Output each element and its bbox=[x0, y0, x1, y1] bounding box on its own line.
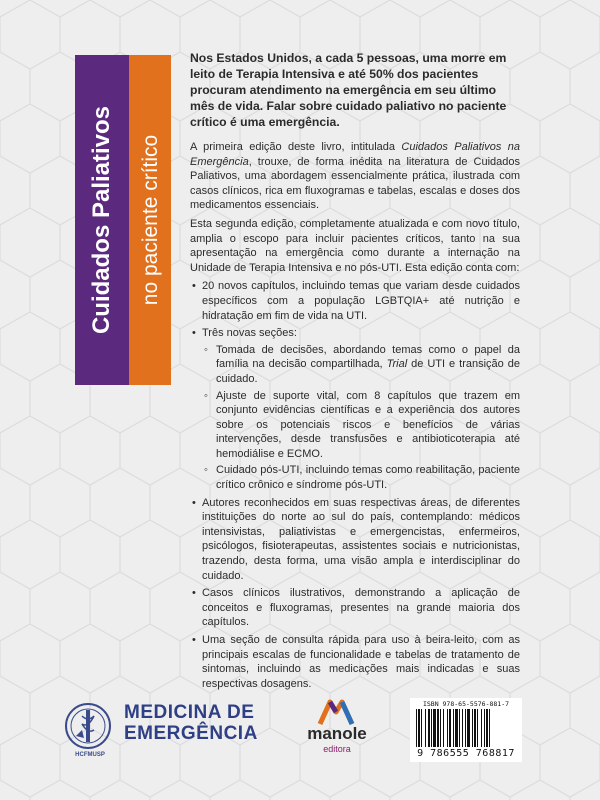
list-item: • Casos clínicos ilustrativos, demonstrando a aplicação de conceitos e fluxogramas, presentes na grande maioria dos capítulos. bbox=[190, 586, 520, 630]
hcfmusp-logo-icon bbox=[62, 700, 114, 758]
book-title: Cuidados Paliativos bbox=[88, 105, 115, 335]
list-item: • 20 novos capítulos, incluindo temas que variam desde cuidados específicos com a população LGBTQIA+ até nutrição e hidratação em fim de vida na UTI. bbox=[190, 279, 520, 323]
hcfmusp-caption: HCFMUSP bbox=[75, 752, 105, 758]
list-item: • Uma seção de consulta rápida para uso à beira-leito, com as principais escalas de funcionalidade e tabelas de tratamento de sintomas, incluindo as medicações mais indicadas e suas respectivas dosagens. bbox=[190, 633, 520, 691]
back-cover-text bbox=[190, 50, 520, 694]
paragraph-first-edition: A primeira edição deste livro, intitulada Cuidados Paliativos na Emergência, trouxe, de forma inédita na literatura de Cuidados Paliativos, uma abordagem essencialmente prática, ilustrada com casos clínicos, rica em fluxogramas e tabelas, escalas e doses dos medicamentos essenciais. bbox=[190, 141, 520, 212]
features-list bbox=[190, 279, 520, 691]
sections-sublist bbox=[202, 343, 520, 493]
paragraph-second-edition: Esta segunda edição, completamente atualizada e com novo título, amplia o escopo para incluir pacientes críticos, tanto na sua apresentação na emergência como durante a internação na Unidade de Terapia Intensiva e no pós-UTI. Esta edição conta com: bbox=[190, 217, 520, 274]
manole-logo-icon bbox=[316, 696, 356, 726]
barcode-bars-icon bbox=[416, 709, 516, 747]
list-item: ◦ Cuidado pós-UTI, incluindo temas como reabilitação, paciente crítico crônico e síndrome pós-UTI. bbox=[202, 463, 520, 492]
spine-purple-band bbox=[75, 55, 129, 385]
title-spine bbox=[75, 55, 171, 385]
series-logo bbox=[124, 702, 258, 744]
barcode-number: 9 786555 768817 bbox=[417, 748, 515, 759]
lead-paragraph: Nos Estados Unidos, a cada 5 pessoas, uma morre em leito de Terapia Intensiva e até 50% dos pacientes procuram atendimento na emergência em seu último mês de vida. Falar sobre cuidado paliativo no paciente crítico é uma emergência. bbox=[190, 51, 507, 129]
list-item: • Autores reconhecidos em suas respectivas áreas, de diferentes instituições do norte ao sul do país, contemplando: médicos intensivistas, paliativistas e emergencistas, enfermeiros, psicólogos, fisioterapeutas, assistentes sociais e nutricionistas, trazendo, desta forma, uma visão ampla e interdisciplinar do cuidado. bbox=[190, 496, 520, 584]
series-line-1: MEDICINA DE bbox=[124, 702, 255, 723]
book-subtitle: no paciente crítico bbox=[139, 134, 162, 306]
isbn-label: ISBN 978-65-5576-881-7 bbox=[422, 700, 510, 708]
publisher-subtitle: editora bbox=[323, 744, 351, 754]
series-line-2: EMERGÊNCIA bbox=[124, 723, 258, 744]
publisher-name: manole bbox=[307, 724, 367, 743]
barcode bbox=[410, 698, 522, 762]
spine-orange-band bbox=[129, 55, 171, 385]
list-item: ◦ Tomada de decisões, abordando temas como o papel da família na decisão compartilhada, Trial de UTI e transição de cuidado. bbox=[202, 343, 520, 387]
list-item: • Três novas seções: ◦ Tomada de decisões, abordando temas como o papel da família na decisão compartilhada, Trial de UTI e transição de cuidado. ◦ Ajuste de suporte vital, com 8 capítulos que trazem em conjunto evidências científicas e a experiência dos autores sobre os potenciais riscos e benefícios de várias intervenções, desde transfusões e antibioticoterapia até hemodiálise e ECMO. ◦ Cuidado pós-UTI, incluindo temas como reabilitação, paciente crítico crônico e síndrome pós-UTI. bbox=[190, 326, 520, 493]
list-item: ◦ Ajuste de suporte vital, com 8 capítulos que trazem em conjunto evidências científicas e a experiência dos autores sobre os potenciais riscos e benefícios de várias intervenções, desde transfusões e antibioticoterapia até hemodiálise e ECMO. bbox=[202, 389, 520, 462]
